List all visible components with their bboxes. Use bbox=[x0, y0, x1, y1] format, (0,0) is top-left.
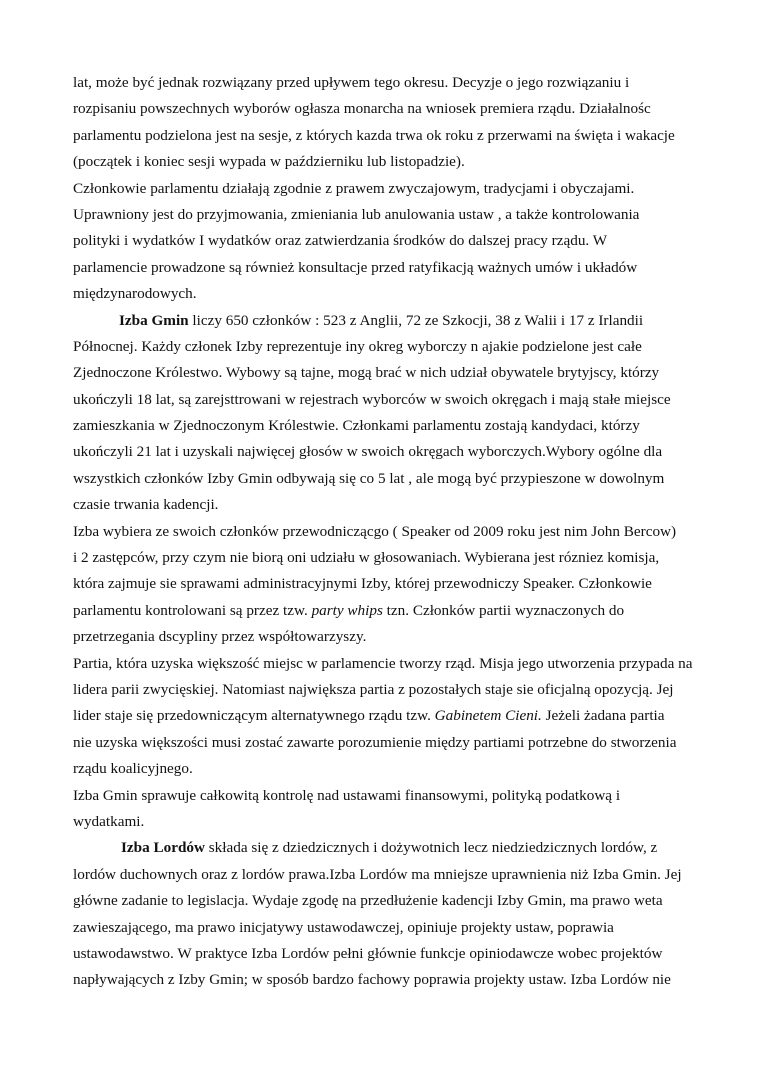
text-line: lordów duchownych oraz z lordów prawa.Izba Lordów ma mniejsze uprawnienia niż Izba Gmin. Jej bbox=[73, 865, 682, 883]
text-line bbox=[73, 835, 689, 861]
text-line: napływających z Izby Gmin; w sposób bardzo fachowy poprawia projekty ustaw. Izba Lordów nie bbox=[73, 971, 671, 989]
text-line: wszystkich członków Izby Gmin odbywają się co 5 lat , ale mogą być przypieszone w dowolnym bbox=[73, 469, 665, 487]
text-line: Członkowie parlamentu działają zgodnie z prawem zwyczajowym, tradycjami i obyczajami. bbox=[73, 179, 635, 197]
text-line: polityki i wydatków I wydatków oraz zatwierdzania środków do dalszej pracy rządu. W bbox=[73, 232, 608, 250]
text-line: i 2 zastępców, przy czym nie biorą oni udziału w głosowaniach. Wybierana jest rózniez komisja, bbox=[73, 549, 660, 567]
text-line: ukończyli 21 lat i uzyskali najwięcej głosów w swoich okręgach wyborczych.Wybory ogólne dla bbox=[73, 443, 663, 461]
document-page bbox=[73, 70, 693, 994]
paragraph-house-of-commons bbox=[73, 308, 689, 519]
italic-term-party-whips: party whips bbox=[311, 601, 383, 619]
paragraph-finance bbox=[73, 783, 689, 836]
text-line: zamieszkania w Zjednoczonym Królestwie. Członkami parlamentu zostają kandydaci, którzy bbox=[73, 417, 640, 435]
text-run: lider staje się przedowniczącym alternatywnego rządu tzw. bbox=[73, 707, 435, 725]
text-line: parlamentu podzielona jest na sesje, z których kazda trwa ok roku z przerwami na święta i wakacje bbox=[73, 126, 675, 144]
text-line: ukończyli 18 lat, są zarejsttrowani w rejestrach wyborców w swoich okręgach i mają stałe miejsce bbox=[73, 390, 671, 408]
section-term-house-of-lords: Izba Lordów bbox=[121, 839, 205, 857]
text-line: lat, może być jednak rozwiązany przed upływem tego okresu. Decyzje o jego rozwiązaniu i bbox=[73, 74, 630, 91]
text-line bbox=[73, 598, 689, 624]
text-run: składa się z dziedzicznych i dożywotnich lecz niedziedzicznych lordów, z bbox=[204, 839, 658, 857]
text-run: liczy 650 członków : 523 z Anglii, 72 ze Szkocji, 38 z Walii i 17 z Irlandii bbox=[188, 311, 644, 329]
text-line: Uprawniony jest do przyjmowania, zmieniania lub anulowania ustaw , a także kontrolowania bbox=[73, 205, 640, 223]
text-line: rządu koalicyjnego. bbox=[73, 760, 193, 778]
text-line: Zjednoczone Królestwo. Wybowy są tajne, mogą brać w nich udział obywatele brytyjscy, którzy bbox=[73, 364, 660, 382]
text-run: tzn. Członków partii wyznaczonych do bbox=[382, 601, 625, 619]
paragraph-members bbox=[73, 176, 689, 308]
text-line bbox=[73, 703, 689, 729]
text-line: czasie trwania kadencji. bbox=[73, 496, 219, 514]
text-line: lidera parii zwycięskiej. Natomiast największa partia z pozostałych staje sie oficjalną opozycją. Jej bbox=[73, 680, 674, 698]
text-line: wydatkami. bbox=[73, 812, 145, 830]
text-line: ustawodawstwo. W praktyce Izba Lordów pełni głównie funkcje opiniodawcze wobec projektów bbox=[73, 944, 663, 962]
text-line: nie uzyska większości musi zostać zawarte porozumienie między partiami potrzebne do stworzenia bbox=[73, 733, 677, 751]
text-line: Izba wybiera ze swoich członków przewodniczącgo ( Speaker od 2009 roku jest nim John Bercow) bbox=[73, 522, 677, 540]
italic-term-shadow-cabinet: Gabinetem Cieni. bbox=[434, 707, 542, 725]
text-line: główne zadanie to legislacja. Wydaje zgodę na przedłużenie kadencji Izby Gmin, ma prawo weta bbox=[73, 892, 663, 910]
paragraph-house-of-lords bbox=[73, 835, 689, 993]
text-run: parlamentu kontrolowani są przez tzw. bbox=[73, 601, 312, 619]
text-line: Partia, która uzyska większość miejsc w parlamencie tworzy rząd. Misja jego utworzenia przypada na bbox=[73, 654, 693, 672]
text-line: Północnej. Każdy członek Izby reprezentuje iny okreg wyborczy n ajakie podzielone jest całe bbox=[73, 337, 642, 355]
text-line: przetrzegania dscypliny przez współtowarzyszy. bbox=[73, 628, 367, 646]
text-line bbox=[73, 308, 689, 334]
paragraph-dissolution bbox=[73, 70, 689, 176]
section-term-house-of-commons: Izba Gmin bbox=[119, 311, 189, 329]
text-line: zawieszającego, ma prawo inicjatywy ustawodawczej, opiniuje projekty ustaw, poprawia bbox=[73, 918, 614, 936]
text-line: międzynarodowych. bbox=[73, 285, 197, 303]
paragraph-speaker bbox=[73, 519, 689, 651]
text-line: Izba Gmin sprawuje całkowitą kontrolę nad ustawami finansowymi, polityką podatkową i bbox=[73, 786, 621, 804]
text-line: która zajmuje sie sprawami administracyjnymi Izby, której przewodniczy Speaker. Członkowie bbox=[73, 575, 652, 593]
text-line: (początek i koniec sesji wypada w październiku lub listopadzie). bbox=[73, 153, 465, 171]
text-run: Jeżeli żadana partia bbox=[541, 707, 665, 725]
paragraph-government bbox=[73, 651, 693, 783]
text-line: parlamencie prowadzone są również konsultacje przed ratyfikacją ważnych umów i układów bbox=[73, 258, 638, 276]
text-line: rozpisaniu powszechnych wyborów ogłasza monarcha na wniosek premiera rządu. Działalnośc bbox=[73, 100, 651, 118]
